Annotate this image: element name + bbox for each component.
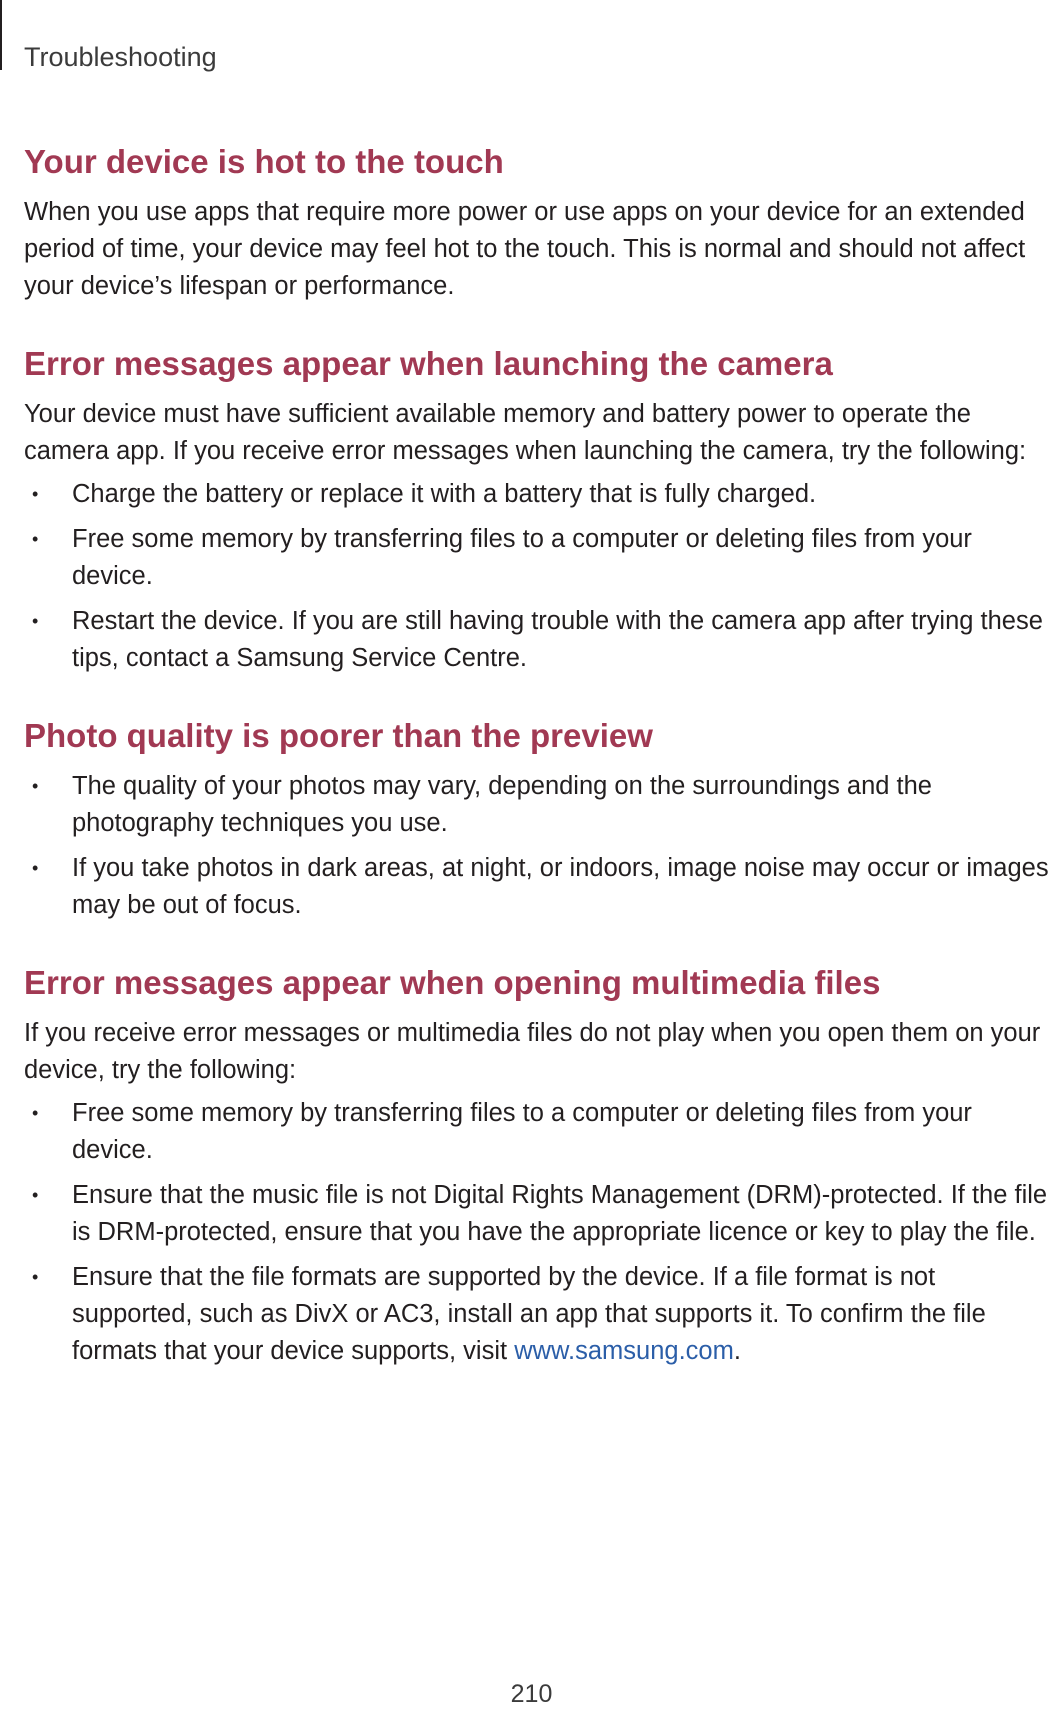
- section-heading: Error messages appear when opening multimedia files: [24, 964, 881, 1001]
- list-item: [24, 476, 1054, 513]
- section-paragraph: Your device must have sufficient available memory and battery power to operate the camera app. If you receive error messages when launching the camera, try the following:: [24, 400, 1027, 465]
- bullet-list: [24, 768, 1054, 924]
- bullet-icon: •: [32, 776, 39, 796]
- list-item-text: Charge the battery or replace it with a battery that is fully charged.: [72, 480, 817, 508]
- list-item-text: Free some memory by transferring files to a computer or deleting files from your device.: [72, 525, 972, 590]
- page-number: 210: [510, 1680, 553, 1708]
- section-paragraph: When you use apps that require more power or use apps on your device for an extended period of time, your device may feel hot to the touch. This is normal and should not affect your device’s lifespan or performance.: [24, 198, 1026, 300]
- list-item: [24, 1177, 1054, 1251]
- page-content: [24, 140, 1054, 1407]
- list-item-text: Ensure that the music file is not Digital Rights Management (DRM)-protected. If the file is DRM-protected, ensure that you have the appropriate licence or key to play the file.: [72, 1181, 1048, 1246]
- bullet-icon: •: [32, 484, 39, 504]
- section-camera-errors: [24, 342, 1054, 677]
- list-item: [24, 1259, 1054, 1370]
- list-item-text: If you take photos in dark areas, at night, or indoors, image noise may occur or images may be out of focus.: [72, 854, 1049, 919]
- bullet-list: [24, 1095, 1054, 1370]
- list-item-suffix: .: [733, 1337, 741, 1365]
- list-item: [24, 603, 1054, 677]
- list-item-text: Free some memory by transferring files to a computer or deleting files from your device.: [72, 1099, 972, 1164]
- section-paragraph: If you receive error messages or multimedia files do not play when you open them on your device, try the following:: [24, 1019, 1041, 1084]
- bullet-icon: •: [32, 1267, 39, 1287]
- section-multimedia-errors: [24, 961, 1054, 1370]
- bullet-list: [24, 476, 1054, 677]
- bullet-icon: •: [32, 611, 39, 631]
- section-device-hot: [24, 140, 1054, 305]
- list-item-text: Ensure that the file formats are supported by the device. If a file format is not supported, such as DivX or AC3, install an app that supports it. To confirm the file formats that your device supports, visit: [72, 1263, 986, 1365]
- list-item: [24, 521, 1054, 595]
- list-item-text: The quality of your photos may vary, depending on the surroundings and the photography techniques you use.: [72, 772, 932, 837]
- section-heading: Photo quality is poorer than the preview: [24, 717, 653, 754]
- list-item: [24, 850, 1054, 924]
- bullet-icon: •: [32, 1103, 39, 1123]
- section-photo-quality: [24, 714, 1054, 924]
- bullet-icon: •: [32, 858, 39, 878]
- section-heading: Error messages appear when launching the camera: [24, 345, 833, 382]
- list-item: [24, 1095, 1054, 1169]
- running-header: Troubleshooting: [24, 42, 217, 72]
- header-rule: [0, 0, 2, 70]
- bullet-icon: •: [32, 529, 39, 549]
- list-item-text: Restart the device. If you are still having trouble with the camera app after trying these tips, contact a Samsung Service Centre.: [72, 607, 1043, 672]
- section-heading: Your device is hot to the touch: [24, 143, 504, 180]
- bullet-icon: •: [32, 1185, 39, 1205]
- samsung-website-link[interactable]: www.samsung.com: [514, 1337, 734, 1365]
- list-item: [24, 768, 1054, 842]
